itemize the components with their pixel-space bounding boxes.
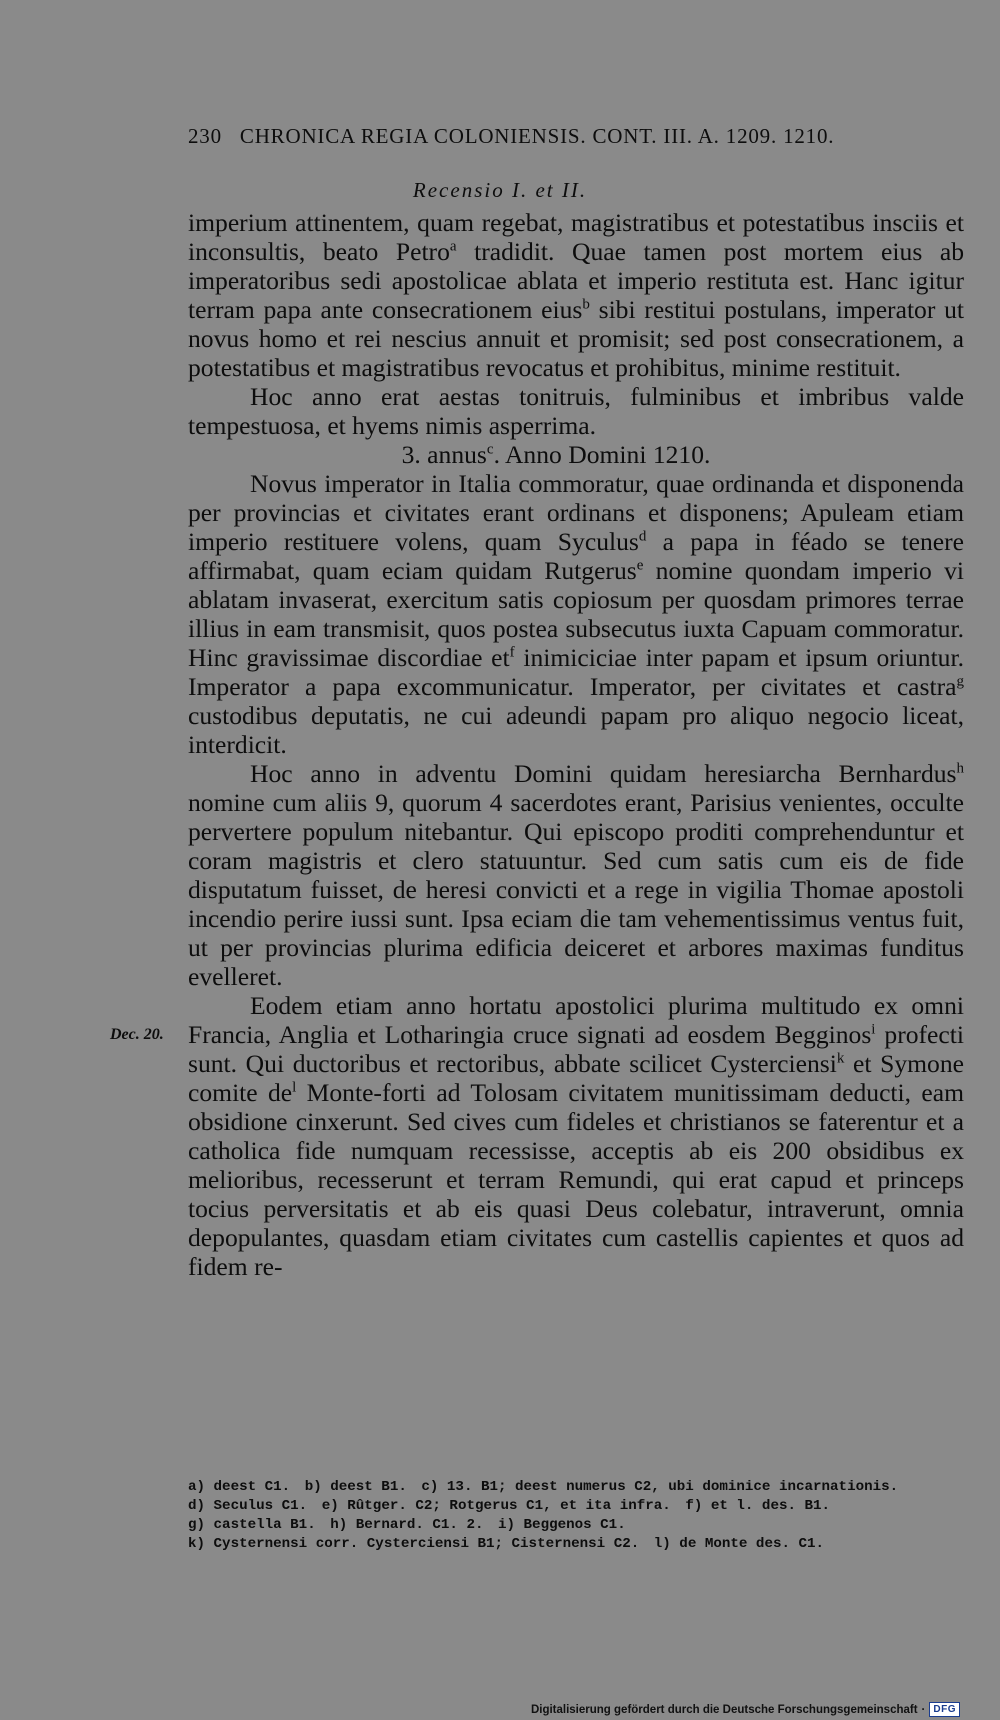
running-header — [188, 124, 964, 149]
paragraph-1 — [188, 208, 964, 382]
running-title: CHRONICA REGIA COLONIENSIS. CONT. III. A. 1209. 1210. — [239, 124, 835, 148]
footnote-mark: b — [582, 296, 590, 313]
footnote: b) deest B1. — [304, 1479, 407, 1495]
text-span: tradidit. Quae tamen post mortem eius ab imperatoribus sedi apostolicae ablata et imperio restituta est. Hanc igitur terram papa ante consecrationem eius — [188, 237, 964, 324]
text-span: sibi restitui postulans, imperator ut novus homo et rei nescius annuit et promisit; sed post consecrationem, a potestatibus et magistratibus revocatus et prohibitus, minime restituit. — [188, 295, 964, 382]
footnote-line — [188, 1516, 964, 1535]
text-span: 3. annus — [401, 440, 487, 469]
footnote-line — [188, 1478, 964, 1497]
footnote: e) Rûtger. C2; Rotgerus C1, et ita infra. — [321, 1498, 671, 1514]
text-span: et Symone comite de — [188, 1049, 964, 1107]
recensio-heading: Recensio I. et II. — [412, 178, 588, 202]
footnote-line — [188, 1535, 964, 1554]
footnote: d) Seculus C1. — [188, 1498, 308, 1514]
footnote: f) et l. des. B1. — [685, 1498, 831, 1514]
footnote-mark: e — [636, 557, 644, 574]
separator: · — [921, 1703, 926, 1716]
footnote-mark: h — [956, 760, 964, 777]
dfg-logo-icon: DFG — [929, 1702, 960, 1717]
footnote: a) deest C1. — [188, 1479, 291, 1495]
text-span: imperium attinentem, quam regebat, magistratibus et potestatibus insciis et inconsultis, beato Petro — [188, 208, 964, 266]
text-span: nomine cum aliis 9, quorum 4 sacerdotes erant, Parisius venientes, occulte pervertere populum nitebantur. Qui episcopo proditi comprehenduntur et coram magistris et clero statuuntur. Sed cum satis cum eis de fide disputatum fuisset, de heresi convicti et a rege in vigilia Thomae apostoli incendio perire iussi sunt. Ipsa eciam die tam vehementissimus ventus fuit, ut per provincias plurima edificia deiceret et arbores maximas funditus evelleret. — [188, 788, 964, 991]
paragraph-5 — [188, 991, 964, 1281]
text-span: Novus imperator in Italia commoratur, quae ordinanda et disponenda per provincias et civitates erant ordinans et disponens; Apuleam etiam imperio restituere volens, quam Syculus — [188, 469, 964, 556]
main-text — [188, 208, 964, 1281]
text-span: a papa in féado se tenere affirmabat, quam eciam quidam Rutgerus — [188, 527, 964, 585]
footnote: l) de Monte des. C1. — [653, 1536, 825, 1552]
footnote: c) 13. B1; deest numerus C2, ubi dominice incarnationis. — [421, 1479, 899, 1495]
footnote-mark: c — [486, 441, 494, 458]
footnote-line — [188, 1497, 964, 1516]
footnote-mark: d — [638, 528, 647, 545]
footnote: g) castella B1. — [188, 1517, 316, 1533]
footnote-mark: i — [871, 1021, 876, 1038]
footnote-mark: g — [956, 673, 964, 690]
footnote: i) Beggenos C1. — [498, 1517, 626, 1533]
text-span: Eodem etiam anno hortatu apostolici plurima multitudo ex omni Francia, Anglia et Lotharingia cruce signati ad eosdem Begginos — [188, 991, 964, 1049]
text-span: Hoc anno in adventu Domini quidam heresiarcha Bernhardus — [250, 759, 957, 788]
text-span: Monte-forti ad Tolosam civitatem munitissimam deducti, eam obsidione cinxerunt. Sed cives cum fideles et christianos se faterentur et a catholica fide numquam recessisse, acceptis ab eis 200 obsidibus ex melioribus, recesserunt et terram Remundi, qui erat capud et princeps tocius perversitatis et ab eis quasi Deus colebatur, intraverunt, omnia depopulantes, quasdam etiam civitates cum castellis capientes et quos ad fidem re- — [188, 1078, 964, 1281]
footnote-mark: l — [292, 1079, 297, 1096]
paragraph-4 — [188, 759, 964, 991]
page-number: 230 — [188, 124, 222, 148]
credit-text: Digitalisierung gefördert durch die Deutsche Forschungsgemeinschaft — [530, 1703, 918, 1716]
text-span: profecti sunt. Qui ductoribus et rectoribus, abbate scilicet Cysterciensi — [188, 1020, 964, 1078]
text-span: nomine quondam imperio vi ablatam invaserat, exercitum satis copiosum per quosdam primores terrae illius in eam transmisit, quos postea subsecutus iuxta Capuam commoratur. Hinc gravissimae discordiae et — [188, 556, 964, 672]
digitization-credit — [531, 1702, 960, 1717]
footnote: k) Cysternensi corr. Cysterciensi B1; Cisternensi C2. — [188, 1536, 640, 1552]
paragraph-2 — [188, 382, 964, 440]
footnote-mark: f — [509, 644, 515, 661]
text-span: . Anno Domini 1210. — [493, 440, 711, 469]
margin-date-note: Dec. 20. — [110, 1026, 164, 1043]
text-span: Hoc anno erat aestas tonitruis, fulminibus et imbribus valde tempestuosa, et hyems nimis asperrima. — [188, 382, 964, 440]
footnote-mark: a — [449, 238, 457, 255]
footnotes — [188, 1478, 964, 1554]
footnote: h) Bernard. C1. 2. — [330, 1517, 484, 1533]
footnote-mark: k — [836, 1050, 845, 1067]
text-span: inimiciciae inter papam et ipsum oriuntur. Imperator a papa excommunicatur. Imperator, per civitates et castra — [188, 643, 964, 701]
paragraph-3 — [188, 469, 964, 759]
text-span: custodibus deputatis, ne cui adeundi papam pro aliquo negocio liceat, interdicit. — [188, 701, 964, 759]
year-heading — [188, 440, 924, 469]
